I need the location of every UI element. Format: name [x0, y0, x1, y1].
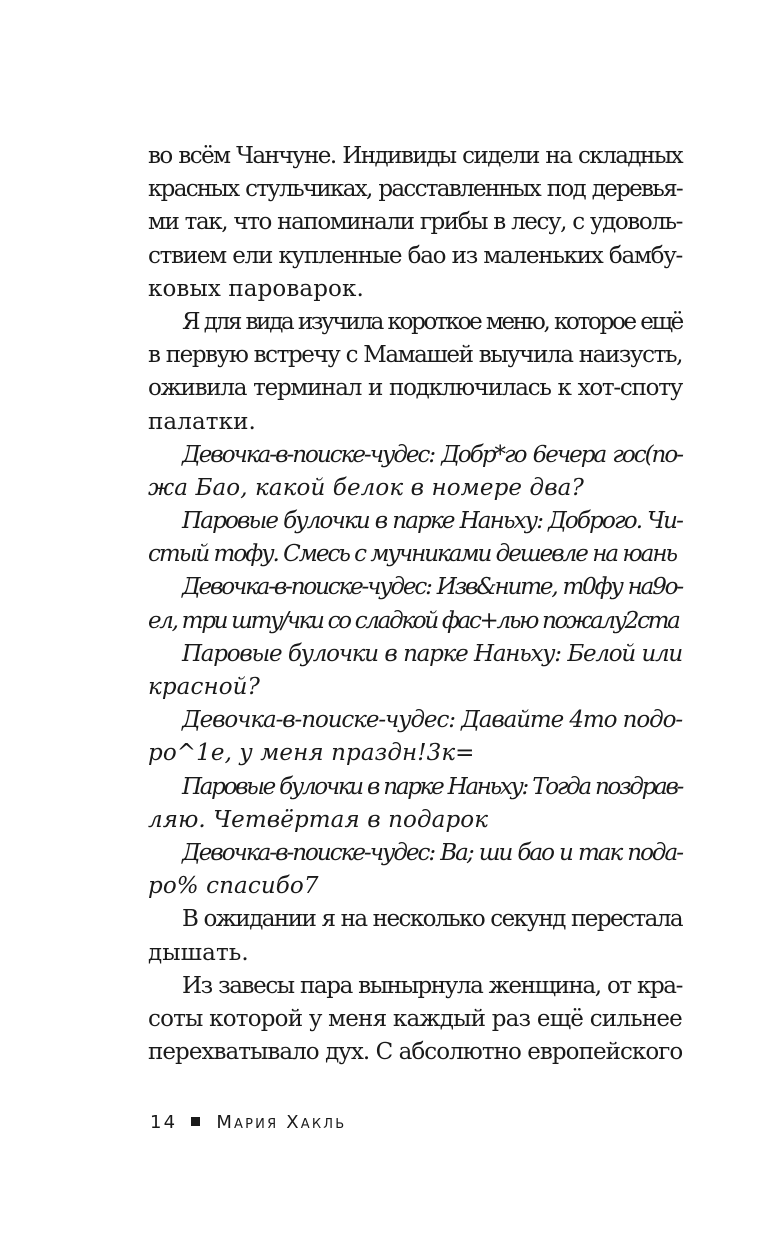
text-line: оживила терминал и подключилась к хот-споту: [148, 375, 682, 402]
chat-line: красной?: [148, 674, 260, 700]
chat-line: стый тофу. Смесь с мучниками дешевле на юань: [148, 541, 677, 568]
text-line: ковых пароварок.: [148, 275, 364, 302]
text-line: ствием ели купленные бао из маленьких бамбу-: [148, 242, 682, 269]
text-line: палатки.: [148, 408, 256, 435]
chat-line: ляю. Четвёртая в подарок: [148, 806, 489, 833]
text-line: в первую встречу с Мамашей выучила наизусть,: [148, 342, 682, 369]
chat-line: Девочка-в-поиске-чудес: Давайте 4то подо-: [182, 707, 682, 734]
chat-line: Паровые булочки в парке Наньху: Доброго. Чи-: [182, 508, 682, 535]
chat-line: ел, три шту/чки со сладкой фас+лью пожалу2ста: [148, 607, 679, 634]
chat-line: жа Бао, какой белок в номере два?: [148, 474, 584, 501]
text-line: Из завесы пара вынырнула женщина, от кра-: [182, 972, 682, 999]
chat-line: ро^1е, у меня праздн!3к=: [148, 740, 475, 767]
text-line: дышать.: [148, 939, 249, 966]
chat-line: Девочка-в-поиске-чудес: Добр*го 6ечера гос(по-: [182, 441, 682, 468]
page-number: 14: [150, 1112, 178, 1133]
text-line: соты которой у меня каждый раз ещё сильнее: [148, 1005, 682, 1032]
text-line: во всём Чанчуне. Индивиды сидели на складных: [148, 143, 682, 169]
text-line: В ожидании я на несколько секунд перестала: [182, 906, 682, 933]
page-text-block: [148, 140, 682, 1069]
square-separator-icon: [191, 1117, 200, 1126]
chat-line: Паровые булочки в парке Наньху: Тогда поздрав-: [182, 773, 682, 800]
text-line: перехватывало дух. С абсолютно европейского: [148, 1039, 683, 1066]
text-line: красных стульчиках, расставленных под деревья-: [148, 176, 682, 203]
chat-line: Девочка-в-поиске-чудес: Ва; ши бао и так пода-: [182, 839, 682, 866]
author-name: Мария Хакль: [216, 1112, 347, 1133]
text-line: ми так, что напоминали грибы в лесу, с удоволь-: [148, 209, 682, 236]
text-line: Я для вида изучила короткое меню, которое ещё: [182, 308, 682, 335]
chat-line: ро% спасибо7: [148, 873, 319, 900]
page-footer: [150, 1111, 346, 1135]
chat-line: Паровые булочки в парке Наньху: Белой или: [182, 640, 682, 667]
chat-line: Девочка-в-поиске-чудес: Изв&ните, т0фу на9о-: [182, 574, 682, 601]
